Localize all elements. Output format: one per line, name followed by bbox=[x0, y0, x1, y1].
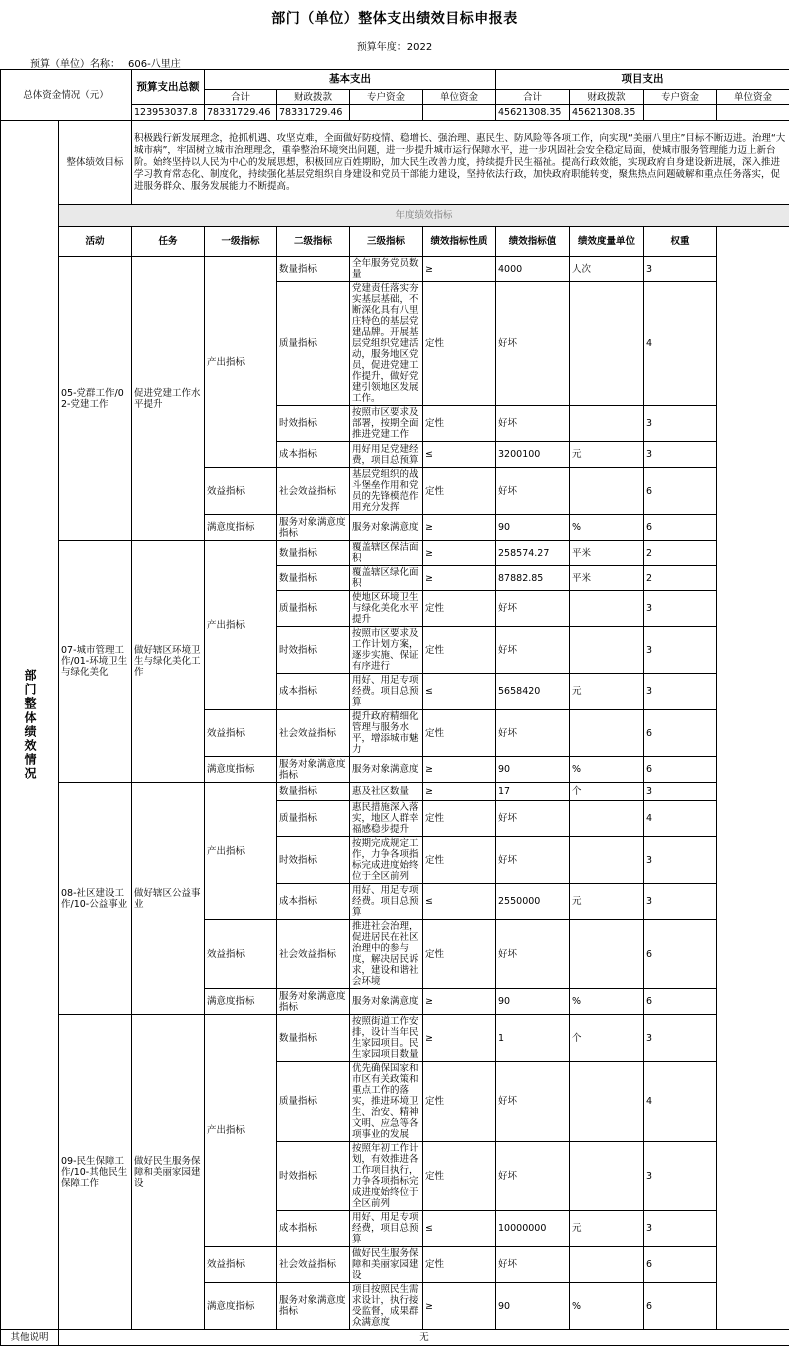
unit-cell bbox=[570, 468, 644, 515]
unit-cell: % bbox=[570, 1283, 644, 1330]
level3-cell: 用好用足党建经费，项目总预算 bbox=[350, 442, 423, 468]
level2-cell: 成本指标 bbox=[277, 884, 350, 920]
funds-sub-header: 单位资金 bbox=[717, 90, 789, 105]
col-header-unit: 绩效度量单位 bbox=[570, 227, 644, 257]
unit-cell bbox=[570, 1247, 644, 1283]
activity-cell: 09-民生保障工作/10-其他民生保障工作 bbox=[59, 1015, 132, 1330]
nature-cell: ≥ bbox=[423, 541, 496, 566]
nature-cell: 定性 bbox=[423, 406, 496, 442]
level1-cell: 产出指标 bbox=[205, 541, 277, 710]
task-cell: 做好辖区公益事业 bbox=[132, 783, 205, 1015]
level2-cell: 成本指标 bbox=[277, 442, 350, 468]
nature-cell: ≤ bbox=[423, 442, 496, 468]
level3-cell: 按期完成规定工作，力争各项指标完成进度始终位于全区前列 bbox=[350, 837, 423, 884]
unit-cell: 元 bbox=[570, 884, 644, 920]
level1-cell: 产出指标 bbox=[205, 1015, 277, 1247]
unit-cell: 个 bbox=[570, 783, 644, 801]
level1-cell: 满意度指标 bbox=[205, 989, 277, 1015]
value-cell: 好坏 bbox=[496, 591, 570, 627]
weight-cell: 3 bbox=[644, 837, 717, 884]
weight-cell: 3 bbox=[644, 783, 717, 801]
funds-sub-header: 专户资金 bbox=[350, 90, 423, 105]
weight-cell: 6 bbox=[644, 920, 717, 989]
nature-cell: 定性 bbox=[423, 1247, 496, 1283]
level2-cell: 数量指标 bbox=[277, 566, 350, 591]
funds-sub-header: 财政拨款 bbox=[570, 90, 644, 105]
level2-cell: 时效指标 bbox=[277, 1142, 350, 1211]
level3-cell: 服务对象满意度 bbox=[350, 757, 423, 783]
level3-cell: 用好、用足专项经费。项目总预算 bbox=[350, 674, 423, 710]
weight-cell: 2 bbox=[644, 541, 717, 566]
col-header-activity: 活动 bbox=[59, 227, 132, 257]
level2-cell: 时效指标 bbox=[277, 627, 350, 674]
notes-row bbox=[1, 1330, 789, 1346]
funds-value: 78331729.46 bbox=[277, 105, 350, 121]
value-cell: 2550000 bbox=[496, 884, 570, 920]
page-title: 部门（单位）整体支出绩效目标申报表 bbox=[0, 8, 789, 28]
value-cell: 1 bbox=[496, 1015, 570, 1062]
level1-cell: 满意度指标 bbox=[205, 1283, 277, 1330]
unit-cell bbox=[570, 406, 644, 442]
col-header-weight: 权重 bbox=[644, 227, 717, 257]
level2-cell: 数量指标 bbox=[277, 257, 350, 282]
task-cell: 做好民生服务保障和美丽家园建设 bbox=[132, 1015, 205, 1330]
unit-cell bbox=[570, 801, 644, 837]
unit-cell: % bbox=[570, 757, 644, 783]
unit-cell: 元 bbox=[570, 1211, 644, 1247]
activity-cell: 05-党群工作/02-党建工作 bbox=[59, 257, 132, 541]
nature-cell: 定性 bbox=[423, 920, 496, 989]
level1-cell: 产出指标 bbox=[205, 783, 277, 920]
notes-value: 无 bbox=[59, 1330, 789, 1346]
unit-cell: % bbox=[570, 989, 644, 1015]
unit-cell: 元 bbox=[570, 674, 644, 710]
nature-cell: 定性 bbox=[423, 591, 496, 627]
budget-year: 预算年度：2022 bbox=[0, 38, 789, 53]
nature-cell: ≤ bbox=[423, 1211, 496, 1247]
nature-cell: 定性 bbox=[423, 282, 496, 406]
table-row bbox=[1, 257, 789, 282]
level2-cell: 时效指标 bbox=[277, 406, 350, 442]
funds-sub-header: 合计 bbox=[496, 90, 570, 105]
value-cell: 258574.27 bbox=[496, 541, 570, 566]
weight-cell: 3 bbox=[644, 1211, 717, 1247]
level3-cell: 使地区环境卫生与绿化美化水平提升 bbox=[350, 591, 423, 627]
level3-cell: 服务对象满意度 bbox=[350, 989, 423, 1015]
col-header-value: 绩效指标值 bbox=[496, 227, 570, 257]
value-cell: 4000 bbox=[496, 257, 570, 282]
weight-cell: 6 bbox=[644, 515, 717, 541]
nature-cell: 定性 bbox=[423, 468, 496, 515]
nature-cell: ≥ bbox=[423, 566, 496, 591]
nature-cell: ≤ bbox=[423, 884, 496, 920]
value-cell: 3200100 bbox=[496, 442, 570, 468]
nature-cell: 定性 bbox=[423, 801, 496, 837]
unit-cell bbox=[570, 627, 644, 674]
nature-cell: ≥ bbox=[423, 989, 496, 1015]
unit-cell bbox=[570, 1062, 644, 1142]
level1-cell: 效益指标 bbox=[205, 468, 277, 515]
activity-cell: 08-社区建设工作/10-公益事业 bbox=[59, 783, 132, 1015]
col-header-level2: 二级指标 bbox=[277, 227, 350, 257]
task-cell: 做好辖区环境卫生与绿化美化工作 bbox=[132, 541, 205, 783]
nature-cell: 定性 bbox=[423, 627, 496, 674]
level3-cell: 惠民措施深入落实，地区人群幸福感稳步提升 bbox=[350, 801, 423, 837]
unit-name-line bbox=[30, 55, 181, 70]
nature-cell: 定性 bbox=[423, 837, 496, 884]
weight-cell: 3 bbox=[644, 442, 717, 468]
value-cell: 好坏 bbox=[496, 710, 570, 757]
level3-cell: 服务对象满意度 bbox=[350, 515, 423, 541]
col-header-task: 任务 bbox=[132, 227, 205, 257]
level2-cell: 数量指标 bbox=[277, 541, 350, 566]
level3-cell: 基层党组织的战斗堡垒作用和党员的先锋模范作用充分发挥 bbox=[350, 468, 423, 515]
activity-cell: 07-城市管理工作/01-环境卫生与绿化美化 bbox=[59, 541, 132, 783]
weight-cell: 6 bbox=[644, 1283, 717, 1330]
funds-sub-header: 单位资金 bbox=[423, 90, 496, 105]
weight-cell: 6 bbox=[644, 989, 717, 1015]
weight-cell: 3 bbox=[644, 257, 717, 282]
table-row bbox=[1, 783, 789, 801]
level3-cell: 做好民生服务保障和美丽家园建设 bbox=[350, 1247, 423, 1283]
table-row bbox=[1, 541, 789, 566]
level2-cell: 质量指标 bbox=[277, 1062, 350, 1142]
unit-cell: 人次 bbox=[570, 257, 644, 282]
nature-cell: 定性 bbox=[423, 1062, 496, 1142]
value-cell: 好坏 bbox=[496, 1247, 570, 1283]
level3-cell: 覆盖辖区绿化面积 bbox=[350, 566, 423, 591]
weight-cell: 6 bbox=[644, 1247, 717, 1283]
weight-cell: 6 bbox=[644, 710, 717, 757]
nature-cell: ≥ bbox=[423, 757, 496, 783]
funds-value bbox=[644, 105, 717, 121]
unit-cell: 平米 bbox=[570, 566, 644, 591]
level2-cell: 社会效益指标 bbox=[277, 468, 350, 515]
weight-cell: 2 bbox=[644, 566, 717, 591]
value-cell: 90 bbox=[496, 515, 570, 541]
nature-cell: 定性 bbox=[423, 710, 496, 757]
nature-cell: ≥ bbox=[423, 1283, 496, 1330]
col-header-level3: 三级指标 bbox=[350, 227, 423, 257]
level2-cell: 服务对象满意度指标 bbox=[277, 989, 350, 1015]
table-row bbox=[1, 1015, 789, 1062]
level1-cell: 满意度指标 bbox=[205, 515, 277, 541]
level3-cell: 推进社会治理，促进居民在社区治理中的参与度，解决居民诉求，建设和谐社会环境 bbox=[350, 920, 423, 989]
level3-cell: 优先确保国家和市区有关政策和重点工作的落实，推进环境卫生、治安、精神文明、应急等各项事业的发展 bbox=[350, 1062, 423, 1142]
level1-cell: 产出指标 bbox=[205, 257, 277, 468]
value-cell: 90 bbox=[496, 1283, 570, 1330]
section-label: 部门整体绩效情况 bbox=[1, 121, 59, 1330]
level3-cell: 党建责任落实夯实基层基础，不断深化具有八里庄特色的基层党建品牌。开展基层党组织党建活动，服务地区党员，促进党建工作提升，做好党建引领地区发展工作。 bbox=[350, 282, 423, 406]
value-cell: 好坏 bbox=[496, 801, 570, 837]
funds-total-header: 预算支出总额 bbox=[132, 70, 205, 105]
weight-cell: 3 bbox=[644, 1015, 717, 1062]
weight-cell: 3 bbox=[644, 406, 717, 442]
weight-cell: 4 bbox=[644, 1062, 717, 1142]
funds-sub-header: 财政拨款 bbox=[277, 90, 350, 105]
level2-cell: 质量指标 bbox=[277, 801, 350, 837]
nature-cell: ≥ bbox=[423, 1015, 496, 1062]
notes-label: 其他说明 bbox=[1, 1330, 59, 1346]
value-cell: 好坏 bbox=[496, 406, 570, 442]
nature-cell: ≤ bbox=[423, 674, 496, 710]
unit-cell: 个 bbox=[570, 1015, 644, 1062]
value-cell: 17 bbox=[496, 783, 570, 801]
level3-cell: 按照街道工作安排，设计当年民生家园项目。民生家园项目数量 bbox=[350, 1015, 423, 1062]
level2-cell: 数量指标 bbox=[277, 783, 350, 801]
funds-value bbox=[350, 105, 423, 121]
level2-cell: 成本指标 bbox=[277, 674, 350, 710]
funds-sub-header: 合计 bbox=[205, 90, 277, 105]
weight-cell: 6 bbox=[644, 757, 717, 783]
value-cell: 好坏 bbox=[496, 920, 570, 989]
unit-cell bbox=[570, 710, 644, 757]
nature-cell: 定性 bbox=[423, 1142, 496, 1211]
level2-cell: 时效指标 bbox=[277, 837, 350, 884]
level2-cell: 社会效益指标 bbox=[277, 710, 350, 757]
level3-cell: 惠及社区数量 bbox=[350, 783, 423, 801]
value-cell: 好坏 bbox=[496, 1062, 570, 1142]
unit-cell bbox=[570, 1142, 644, 1211]
level3-cell: 用好、用足专项经费，项目总预算 bbox=[350, 1211, 423, 1247]
funds-value bbox=[717, 105, 789, 121]
weight-cell: 6 bbox=[644, 468, 717, 515]
unit-cell: 元 bbox=[570, 442, 644, 468]
unit-name: 606-八里庄 bbox=[128, 59, 181, 70]
level3-cell: 按照年初工作计划，有效推进各工作项目执行，力争各项指标完成进度始终位于全区前列 bbox=[350, 1142, 423, 1211]
level2-cell: 数量指标 bbox=[277, 1015, 350, 1062]
level3-cell: 全年服务党员数量 bbox=[350, 257, 423, 282]
goal-label: 整体绩效目标 bbox=[59, 121, 132, 205]
funds-basic-header: 基本支出 bbox=[205, 70, 496, 90]
nature-cell: ≥ bbox=[423, 257, 496, 282]
weight-cell: 3 bbox=[644, 591, 717, 627]
level1-cell: 效益指标 bbox=[205, 710, 277, 757]
level3-cell: 按照市区要求及工作计划方案，逐步实施、保证有序进行 bbox=[350, 627, 423, 674]
funds-value bbox=[423, 105, 496, 121]
level3-cell: 提升政府精细化管理与服务水平，增添城市魅力 bbox=[350, 710, 423, 757]
level2-cell: 服务对象满意度指标 bbox=[277, 757, 350, 783]
level2-cell: 社会效益指标 bbox=[277, 1247, 350, 1283]
value-cell: 90 bbox=[496, 757, 570, 783]
weight-cell: 4 bbox=[644, 282, 717, 406]
unit-label: 预算（单位）名称： bbox=[30, 59, 120, 70]
funds-value: 45621308.35 bbox=[496, 105, 570, 121]
funds-project-header: 项目支出 bbox=[496, 70, 789, 90]
value-cell: 好坏 bbox=[496, 282, 570, 406]
level2-cell: 社会效益指标 bbox=[277, 920, 350, 989]
task-cell: 促进党建工作水平提升 bbox=[132, 257, 205, 541]
level3-cell: 按照市区要求及部署，按期全面推进党建工作 bbox=[350, 406, 423, 442]
unit-cell bbox=[570, 282, 644, 406]
funds-value: 45621308.35 bbox=[570, 105, 644, 121]
value-cell: 好坏 bbox=[496, 627, 570, 674]
level3-cell: 用好、用足专项经费。项目总预算 bbox=[350, 884, 423, 920]
value-cell: 90 bbox=[496, 989, 570, 1015]
weight-cell: 4 bbox=[644, 801, 717, 837]
level1-cell: 效益指标 bbox=[205, 920, 277, 989]
value-cell: 好坏 bbox=[496, 837, 570, 884]
col-header-level1: 一级指标 bbox=[205, 227, 277, 257]
level2-cell: 成本指标 bbox=[277, 1211, 350, 1247]
level3-cell: 覆盖辖区保洁面积 bbox=[350, 541, 423, 566]
value-cell: 87882.85 bbox=[496, 566, 570, 591]
value-cell: 10000000 bbox=[496, 1211, 570, 1247]
level3-cell: 项目按照民生需求设计，执行接受监督，成果群众满意度 bbox=[350, 1283, 423, 1330]
level2-cell: 质量指标 bbox=[277, 282, 350, 406]
weight-cell: 3 bbox=[644, 1142, 717, 1211]
level2-cell: 服务对象满意度指标 bbox=[277, 515, 350, 541]
unit-cell bbox=[570, 591, 644, 627]
funds-value: 78331729.46 bbox=[205, 105, 277, 121]
nature-cell: ≥ bbox=[423, 515, 496, 541]
weight-cell: 3 bbox=[644, 674, 717, 710]
weight-cell: 3 bbox=[644, 884, 717, 920]
goal-text: 积极践行新发展理念，抢抓机遇、攻坚克难，全面做好防疫情、稳增长、强治理、惠民生、防风险等各项工作，向实现“美丽八里庄”目标不断迈进。治理“大城市病”，牢固树立城市治理理念，重拳整治环境突出问题，进一步提升城市运行保障水平，进一步巩固社会安全稳定局面，使城市服务管理能力迈上新台阶。始终坚持以人民为中心的发展思想，积极回应百姓期盼，加大民生改善力度，持续提升民生福祉。提高行政效能，实现政府自身建设新进展，深入推进学习教育常态化、制度化，持续强化基层党组织自身建设和党员干部能力建设，坚持依法行政，加快政府职能转变，聚焦热点问题破解和重点任务落实，促进服务群众、服务发展能力不断提高。 bbox=[132, 121, 789, 205]
value-cell: 好坏 bbox=[496, 468, 570, 515]
level2-cell: 质量指标 bbox=[277, 591, 350, 627]
value-cell: 5658420 bbox=[496, 674, 570, 710]
unit-cell bbox=[570, 920, 644, 989]
level1-cell: 效益指标 bbox=[205, 1247, 277, 1283]
unit-cell: % bbox=[570, 515, 644, 541]
funds-value: 123953037.8 bbox=[132, 105, 205, 121]
value-cell: 好坏 bbox=[496, 1142, 570, 1211]
level1-cell: 满意度指标 bbox=[205, 757, 277, 783]
funds-label: 总体资金情况（元） bbox=[1, 70, 132, 121]
funds-sub-header: 专户资金 bbox=[644, 90, 717, 105]
weight-cell: 3 bbox=[644, 627, 717, 674]
annual-indicators-label: 年度绩效指标 bbox=[59, 205, 789, 227]
performance-table bbox=[0, 69, 789, 1346]
nature-cell: ≥ bbox=[423, 783, 496, 801]
unit-cell bbox=[570, 837, 644, 884]
col-header-nature: 绩效指标性质 bbox=[423, 227, 496, 257]
unit-cell: 平米 bbox=[570, 541, 644, 566]
level2-cell: 服务对象满意度指标 bbox=[277, 1283, 350, 1330]
